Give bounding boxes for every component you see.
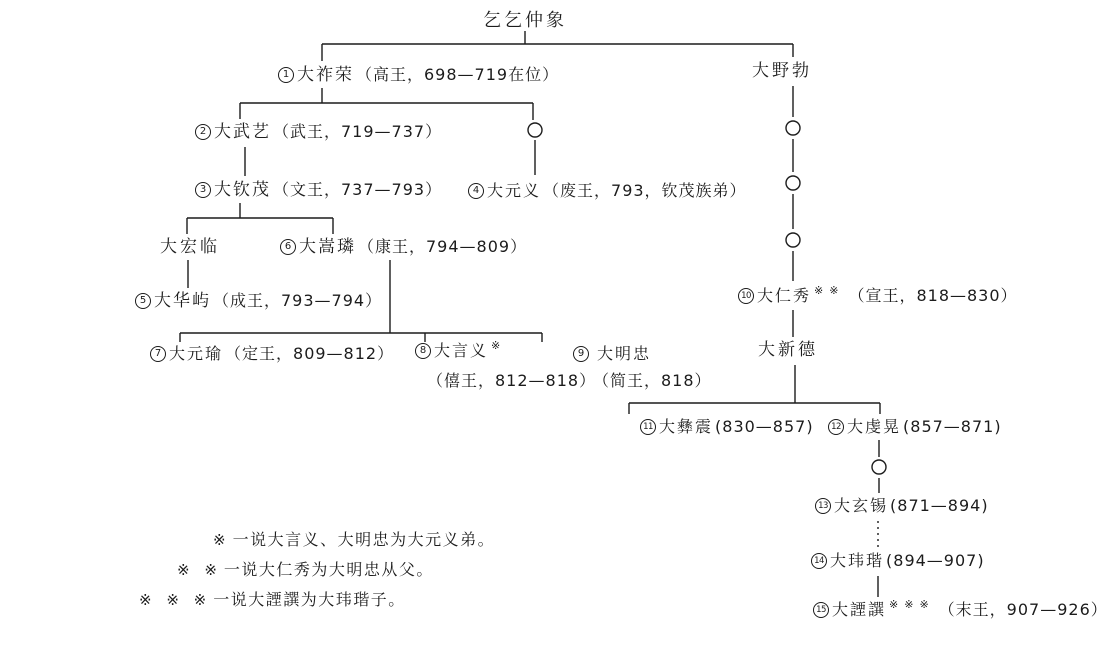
king-number: 8 [415, 343, 431, 359]
person-name: 大野勃 [752, 61, 812, 81]
unnamed-person-node-1 [528, 123, 542, 137]
node-king-8 [415, 341, 508, 361]
king-number: 12 [828, 419, 844, 435]
reign-info: （定王，809—812） [225, 344, 395, 363]
unnamed-person-node-2 [786, 121, 800, 135]
unnamed-person-node-4 [786, 233, 800, 247]
reign-info: （康王，794—809） [358, 237, 528, 256]
person-name: 大虔晃 [847, 417, 902, 436]
footnote-1 [213, 527, 495, 550]
footnote-2 [177, 557, 434, 580]
node-king-1 [278, 65, 559, 85]
footnote-2-marker: ※ ※ [177, 561, 222, 579]
footnote-3-text: 一说大諲譔为大玮瑎子。 [213, 590, 406, 609]
footnote-mark: ※ [491, 339, 507, 352]
node-da-xinde [758, 340, 818, 360]
node-king-14 [811, 551, 985, 571]
node-king-12 [828, 417, 1002, 437]
footnote-mark: ※※※ [889, 598, 935, 611]
node-qiqi-zhongxiang [483, 11, 567, 31]
person-name: 大彝震 [659, 417, 714, 436]
node-king-9 [573, 344, 651, 364]
person-name: 大钦茂 [214, 180, 271, 200]
king-number: 5 [135, 293, 151, 309]
person-name: 大玄锡 [834, 496, 889, 515]
node-king-3 [195, 180, 442, 200]
reign-info: （宣王，818—830） [848, 286, 1018, 305]
reign-info: （末王，907—926） [938, 600, 1108, 619]
king-number: 4 [468, 183, 484, 199]
reign-info: （成王，793—794） [213, 291, 383, 310]
reign-info: （高王，698—719在位） [356, 65, 560, 84]
king-number: 2 [195, 124, 211, 140]
node-king-15 [813, 600, 1108, 620]
unnamed-person-node-5 [872, 460, 886, 474]
footnote-2-text: 一说大仁秀为大明忠从父。 [223, 560, 434, 579]
node-king-13 [815, 496, 989, 516]
person-name: 大嵩璘 [299, 237, 356, 257]
king-number: 3 [195, 182, 211, 198]
reign-info: (894—907) [886, 551, 985, 570]
person-name: 大元义 [487, 181, 542, 200]
person-name: 大新德 [758, 340, 818, 360]
king-number: 7 [150, 346, 166, 362]
person-name: 大玮瑎 [830, 551, 885, 570]
node-king-9-reign [591, 371, 712, 391]
person-name: 乞乞仲象 [483, 10, 567, 31]
node-king-8-reign [425, 371, 596, 391]
edge-king1-children [240, 88, 533, 120]
node-king-2 [195, 122, 442, 142]
king-number: 6 [280, 239, 296, 255]
reign-info: （简王，818） [593, 371, 712, 390]
footnote-1-marker: ※ [213, 531, 231, 549]
reign-info: (871—894) [890, 496, 989, 515]
king-number: 14 [811, 553, 827, 569]
king-number: 13 [815, 498, 831, 514]
footnote-mark: ※※ [814, 284, 845, 297]
king-number: 1 [278, 67, 294, 83]
node-king-5 [135, 291, 382, 311]
footnote-3 [139, 587, 406, 610]
reign-info: （武王，719—737） [273, 122, 443, 141]
footnote-3-marker: ※ ※ ※ [139, 591, 212, 609]
reign-info: (857—871) [903, 417, 1002, 436]
reign-info: （僖王，812—818） [427, 371, 597, 390]
node-da-yebo [752, 61, 812, 81]
person-name: 大武艺 [214, 122, 271, 142]
reign-info: （废王，793，钦茂族弟） [543, 181, 747, 200]
person-name: 大言义 [434, 341, 489, 360]
node-king-4 [468, 181, 747, 201]
reign-info: （文王，737—793） [273, 180, 443, 199]
king-number: 9 [573, 346, 589, 362]
person-name: 大仁秀 [757, 286, 812, 305]
node-king-10 [738, 286, 1018, 306]
person-name: 大祚荣 [297, 65, 354, 85]
person-name: 大諲譔 [832, 600, 887, 619]
edge-king3-children [187, 203, 333, 234]
edge-root [322, 31, 793, 61]
person-name: 大宏临 [160, 237, 220, 257]
footnote-1-text: 一说大言义、大明忠为大元义弟。 [232, 530, 496, 549]
node-da-honglin [160, 237, 220, 257]
person-name: 大明忠 [597, 344, 652, 363]
reign-info: (830—857) [715, 417, 814, 436]
node-king-7 [150, 344, 394, 364]
node-king-6 [280, 237, 527, 257]
king-number: 11 [640, 419, 656, 435]
node-king-11 [640, 417, 814, 437]
king-number: 15 [813, 602, 829, 618]
person-name: 大华屿 [154, 291, 211, 311]
king-number: 10 [738, 288, 754, 304]
unnamed-person-node-3 [786, 176, 800, 190]
person-name: 大元瑜 [169, 344, 224, 363]
